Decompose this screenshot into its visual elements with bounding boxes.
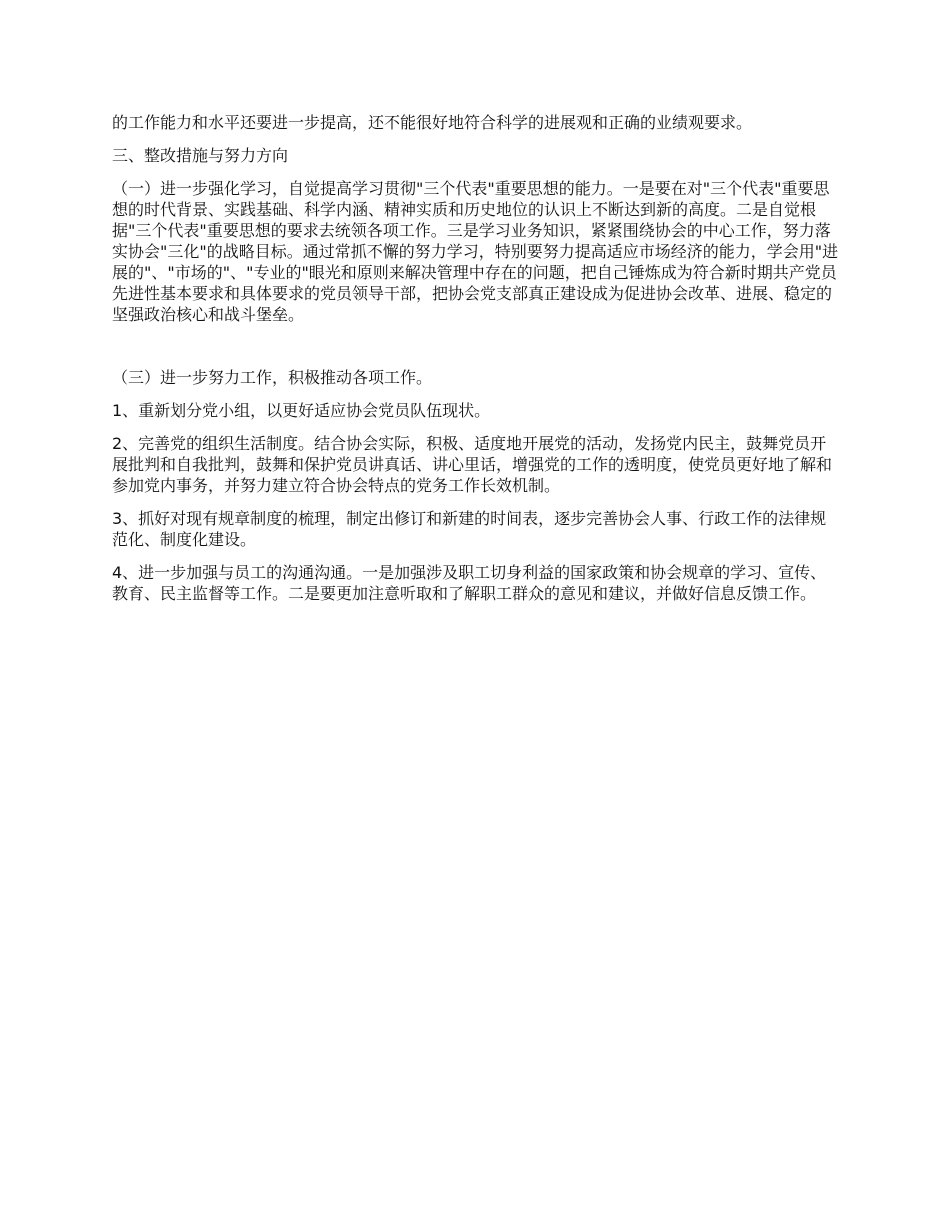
paragraph-study: （一）进一步强化学习，自觉提高学习贯彻"三个代表"重要思想的能力。一是要在对"三个代表"重要思想的时代背景、实践基础、科学内涵、精神实质和历史地位的认识上不断达到新的高度。二是自觉根据"三个代表"重要思想的要求去统领各项工作。三是学习业务知识，紧紧围绕协会的中心工作，努力落实协会"三化"的战略目标。通过常抓不懈的努力学习，特别要努力提高适应市场经济的能力，学会用"进展的"、"市场的"、"专业的"眼光和原则来解决管理中存在的问题，把自己锤炼成为符合新时期共产党员先进性基本要求和具体要求的党员领导干部，把协会党支部真正建设成为促进协会改革、进展、稳定的坚强政治核心和战斗堡垒。 xyxy=(112,179,839,324)
list-item-4: 4、进一步加强与员工的沟通沟通。一是加强涉及职工切身利益的国家政策和协会规章的学习、宣传、教育、民主监督等工作。二是要更加注意听取和了解职工群众的意见和建议，并做好信息反馈工作。 xyxy=(112,563,827,603)
paragraph-continuation: 的工作能力和水平还要进一步提高，还不能很好地符合科学的进展观和正确的业绩观要求。 xyxy=(112,113,753,132)
section-heading: 三、整改措施与努力方向 xyxy=(112,146,289,165)
list-item-1: 1、重新划分党小组，以更好适应协会党员队伍现状。 xyxy=(112,401,491,420)
list-item-2: 2、完善党的组织生活制度。结合协会实际，积极、适度地开展党的活动，发扬党内民主，鼓舞党员开展批判和自我批判，鼓舞和保护党员讲真话、讲心里话，增强党的工作的透明度，使党员更好地了解和参加党内事务，并努力建立符合协会特点的党务工作长效机制。 xyxy=(112,434,833,495)
document-body xyxy=(112,112,840,604)
list-item-3: 3、抓好对现有规章制度的梳理，制定出修订和新建的时间表，逐步完善协会人事、行政工作的法律规范化、制度化建设。 xyxy=(112,509,827,549)
paragraph-work-heading: （三）进一步努力工作，积极推动各项工作。 xyxy=(112,368,433,387)
